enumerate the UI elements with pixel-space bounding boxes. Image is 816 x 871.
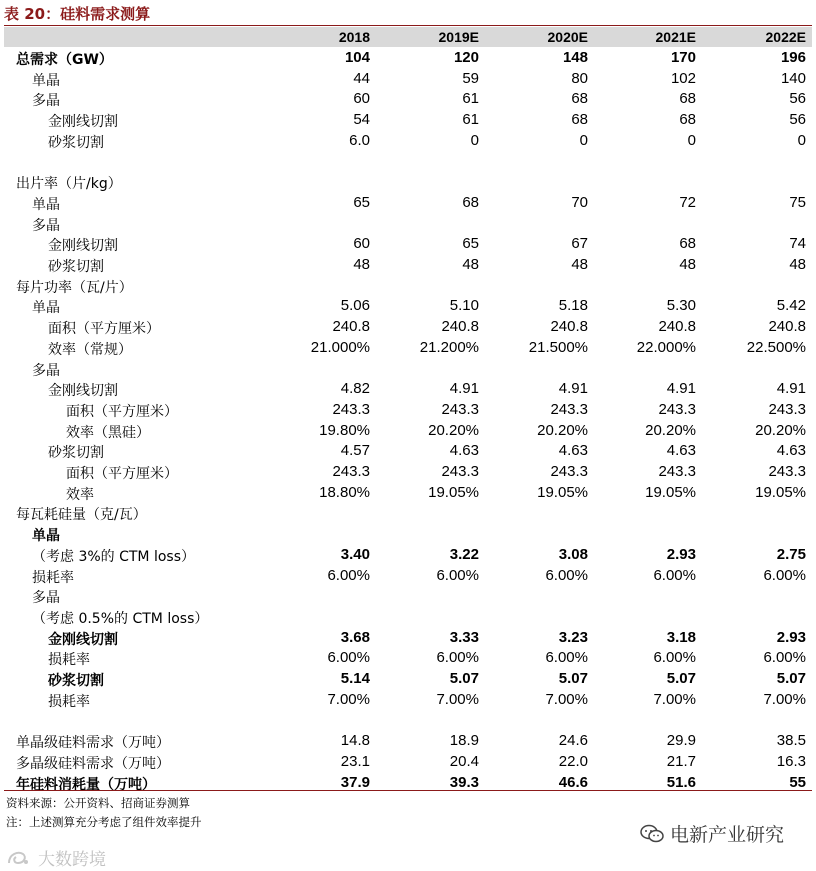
watermark-left-text: 大数跨境 (38, 850, 106, 870)
row-value: 6.00% (763, 566, 806, 584)
row-value: 18.80% (319, 483, 370, 501)
row-value: 3.18 (666, 628, 696, 646)
row-value: 75 (789, 193, 806, 211)
row-value: 24.6 (558, 732, 588, 750)
row-value: 2.93 (666, 545, 696, 563)
row-value: 240.8 (550, 318, 588, 336)
table-row (4, 151, 812, 172)
table-row (4, 420, 812, 441)
row-value: 56 (789, 90, 806, 108)
column-header: 2018 (338, 29, 370, 45)
row-value: 7.00% (436, 690, 479, 708)
row-value: 19.05% (537, 483, 588, 501)
table-row (4, 730, 812, 751)
table-row (4, 647, 812, 668)
row-value: 6.0 (349, 131, 370, 149)
row-value: 20.4 (449, 752, 479, 770)
row-label: 金刚线切割 (48, 631, 118, 648)
row-value: 5.07 (776, 670, 806, 687)
logo-icon (6, 848, 32, 868)
row-value: 68 (462, 193, 479, 211)
table-row (4, 627, 812, 648)
row-value: 60 (353, 90, 370, 108)
row-label: 单晶 (32, 528, 60, 545)
row-value: 240.8 (332, 318, 370, 336)
row-value: 243.3 (658, 463, 696, 480)
row-value: 61 (462, 111, 479, 129)
table-row (4, 47, 812, 68)
row-label: 砂浆切割 (48, 259, 104, 275)
table-row (4, 751, 812, 772)
row-label: 效率（常规） (48, 341, 132, 358)
row-value: 243.3 (768, 463, 806, 480)
row-label: 单晶 (32, 196, 60, 213)
row-value: 65 (462, 235, 479, 253)
row-label: 每片功率（瓦/片） (16, 279, 133, 296)
table-row (4, 275, 812, 296)
row-label: 面积（平方厘米） (48, 321, 160, 338)
row-label: 多晶 (32, 590, 60, 607)
row-value: 3.40 (340, 545, 370, 563)
row-value: 7.00% (327, 690, 370, 708)
row-label: 出片率（片/kg） (16, 176, 122, 193)
row-value: 21.7 (666, 752, 696, 770)
table-row (4, 502, 812, 523)
row-value: 104 (344, 49, 370, 66)
title-rule (4, 25, 812, 26)
row-value: 4.57 (340, 442, 370, 460)
row-value: 21.500% (528, 338, 588, 356)
row-value: 5.07 (558, 670, 588, 687)
row-value: 243.3 (332, 400, 370, 418)
wechat-icon (640, 824, 664, 844)
row-value: 5.10 (449, 297, 479, 315)
row-label: 单晶 (32, 300, 60, 317)
row-value: 20.20% (755, 421, 806, 439)
column-header: 2020E (547, 29, 588, 45)
row-value: 19.05% (645, 483, 696, 501)
row-value: 120 (453, 49, 479, 66)
row-value: 243.3 (332, 463, 370, 480)
row-value: 21.200% (419, 338, 479, 356)
row-label: 损耗率 (48, 652, 90, 669)
row-value: 37.9 (340, 773, 370, 791)
row-value: 18.9 (449, 732, 479, 750)
row-label: 金刚线切割 (48, 383, 118, 400)
row-value: 6.00% (327, 566, 370, 584)
row-value: 23.1 (340, 752, 370, 770)
row-value: 243.3 (550, 400, 588, 418)
row-value: 74 (789, 235, 806, 253)
column-header: 2019E (438, 29, 479, 45)
table-row (4, 565, 812, 586)
row-label: （考虑 0.5%的 CTM loss） (32, 610, 209, 627)
row-value: 61 (462, 90, 479, 108)
row-value: 29.9 (666, 732, 696, 750)
row-value: 51.6 (666, 773, 696, 791)
table-row (4, 606, 812, 627)
row-value: 6.00% (545, 566, 588, 584)
row-value: 68 (679, 111, 696, 129)
row-value: 4.63 (558, 442, 588, 460)
table-row (4, 192, 812, 213)
table-row (4, 88, 812, 109)
row-label: 损耗率 (48, 693, 90, 710)
row-label: 多晶级硅料需求（万吨） (16, 755, 170, 772)
table-row (4, 544, 812, 565)
row-value: 4.91 (558, 380, 588, 398)
table-row (4, 461, 812, 482)
row-value: 19.80% (319, 421, 370, 439)
table-row (4, 399, 812, 420)
row-value: 7.00% (545, 690, 588, 708)
table-row (4, 378, 812, 399)
row-value: 4.91 (666, 380, 696, 398)
row-value: 19.05% (755, 483, 806, 501)
row-value: 0 (687, 131, 696, 149)
table-row (4, 668, 812, 689)
footnote: 注：上述测算充分考虑了组件效率提升 (6, 815, 202, 829)
row-value: 6.00% (653, 566, 696, 584)
brand-watermark (6, 845, 106, 870)
row-value: 2.93 (776, 628, 806, 646)
row-label: 面积（平方厘米） (66, 403, 178, 420)
table-row (4, 213, 812, 234)
row-value: 72 (679, 193, 696, 211)
row-label: 砂浆切割 (48, 134, 104, 151)
row-value: 4.82 (340, 380, 370, 398)
table-row (4, 233, 812, 254)
row-value: 5.07 (449, 670, 479, 687)
table-row (4, 523, 812, 544)
row-value: 60 (353, 235, 370, 253)
row-label: 效率（黑硅） (66, 424, 150, 441)
row-value: 6.00% (327, 649, 370, 667)
table-row (4, 171, 812, 192)
row-value: 4.63 (449, 442, 479, 460)
row-value: 5.18 (558, 297, 588, 315)
row-value: 56 (789, 111, 806, 129)
row-value: 148 (562, 49, 588, 66)
row-value: 170 (670, 49, 696, 66)
row-value: 243.3 (441, 463, 479, 480)
row-value: 19.05% (428, 483, 479, 501)
row-value: 4.63 (666, 442, 696, 460)
row-value: 68 (679, 235, 696, 253)
table-row (4, 254, 812, 275)
footer-rule (4, 790, 812, 791)
row-value: 196 (780, 49, 806, 66)
row-value: 22.0 (558, 752, 588, 770)
table-row (4, 316, 812, 337)
row-value: 80 (571, 69, 588, 87)
row-value: 6.00% (653, 649, 696, 667)
table-row (4, 68, 812, 89)
table-row (4, 109, 812, 130)
row-label: 每瓦耗硅量（克/瓦） (16, 507, 147, 524)
row-value: 3.23 (558, 628, 588, 646)
row-value: 39.3 (449, 773, 479, 791)
row-value: 6.00% (436, 649, 479, 667)
row-label: 砂浆切割 (48, 673, 104, 689)
row-value: 5.14 (340, 670, 370, 687)
row-value: 5.30 (666, 297, 696, 315)
row-value: 5.07 (666, 670, 696, 687)
row-value: 6.00% (436, 566, 479, 584)
row-value: 7.00% (763, 690, 806, 708)
row-value: 240.8 (658, 318, 696, 336)
table-row (4, 689, 812, 710)
row-value: 7.00% (653, 690, 696, 708)
row-value: 20.20% (428, 421, 479, 439)
row-value: 22.500% (746, 338, 806, 356)
row-value: 46.6 (558, 773, 588, 791)
row-label: （考虑 3%的 CTM loss） (32, 548, 196, 565)
row-value: 3.68 (340, 628, 370, 646)
row-value: 0 (470, 131, 479, 149)
row-value: 0 (579, 131, 588, 149)
row-value: 0 (797, 131, 806, 149)
row-value: 4.63 (776, 442, 806, 460)
row-value: 48 (353, 256, 370, 273)
row-value: 68 (679, 90, 696, 108)
row-label: 面积（平方厘米） (66, 466, 178, 482)
row-value: 5.06 (340, 297, 370, 315)
row-value: 48 (462, 256, 479, 273)
wechat-watermark (640, 820, 784, 847)
table-row (4, 585, 812, 606)
row-value: 16.3 (776, 752, 806, 770)
row-value: 48 (679, 256, 696, 273)
row-value: 243.3 (768, 400, 806, 418)
row-value: 44 (353, 69, 370, 87)
row-value: 68 (571, 90, 588, 108)
row-label: 多晶 (32, 217, 60, 234)
column-header: 2021E (655, 29, 696, 45)
table-row (4, 440, 812, 461)
row-label: 总需求（GW） (16, 52, 113, 68)
row-value: 70 (571, 193, 588, 211)
row-value: 20.20% (537, 421, 588, 439)
table-row (4, 295, 812, 316)
row-value: 55 (789, 773, 806, 791)
row-value: 4.91 (776, 380, 806, 398)
watermark-right-text: 电新产业研究 (670, 824, 785, 846)
row-value: 6.00% (545, 649, 588, 667)
row-value: 59 (462, 69, 479, 87)
row-value: 22.000% (636, 338, 696, 356)
row-value: 54 (353, 111, 370, 129)
row-value: 102 (670, 69, 696, 87)
row-value: 2.75 (776, 545, 806, 563)
table-title: 表 20：硅料需求测算 (4, 5, 151, 23)
row-label: 损耗率 (32, 569, 74, 586)
row-value: 140 (780, 69, 806, 87)
row-value: 240.8 (441, 318, 479, 336)
row-value: 240.8 (768, 318, 806, 336)
row-value: 3.22 (449, 545, 479, 563)
row-value: 4.91 (449, 380, 479, 398)
row-label: 多晶 (32, 362, 60, 379)
row-value: 3.33 (449, 628, 479, 646)
row-value: 21.000% (310, 338, 370, 356)
row-value: 48 (571, 256, 588, 273)
source-note: 资料来源：公开资料、招商证券测算 (6, 796, 190, 810)
row-value: 14.8 (340, 732, 370, 750)
row-value: 20.20% (645, 421, 696, 439)
row-label: 单晶 (32, 72, 60, 89)
table-row (4, 358, 812, 379)
row-value: 5.42 (776, 297, 806, 315)
table-row (4, 709, 812, 730)
row-label: 多晶 (32, 93, 60, 110)
row-value: 243.3 (550, 463, 588, 480)
table-row (4, 337, 812, 358)
table-row (4, 130, 812, 151)
row-label: 年硅料消耗量（万吨） (16, 776, 156, 793)
row-value: 243.3 (441, 400, 479, 418)
row-label: 金刚线切割 (48, 238, 118, 255)
row-label: 金刚线切割 (48, 114, 118, 131)
row-value: 243.3 (658, 400, 696, 418)
row-value: 67 (571, 235, 588, 253)
row-value: 68 (571, 111, 588, 129)
column-header: 2022E (765, 29, 806, 45)
row-value: 38.5 (776, 732, 806, 750)
row-value: 48 (789, 256, 806, 273)
row-value: 65 (353, 193, 370, 211)
row-value: 3.08 (558, 545, 588, 563)
row-value: 6.00% (763, 649, 806, 667)
row-label: 砂浆切割 (48, 445, 104, 462)
table-row (4, 482, 812, 503)
row-label: 效率 (66, 486, 94, 503)
row-label: 单晶级硅料需求（万吨） (16, 735, 170, 752)
